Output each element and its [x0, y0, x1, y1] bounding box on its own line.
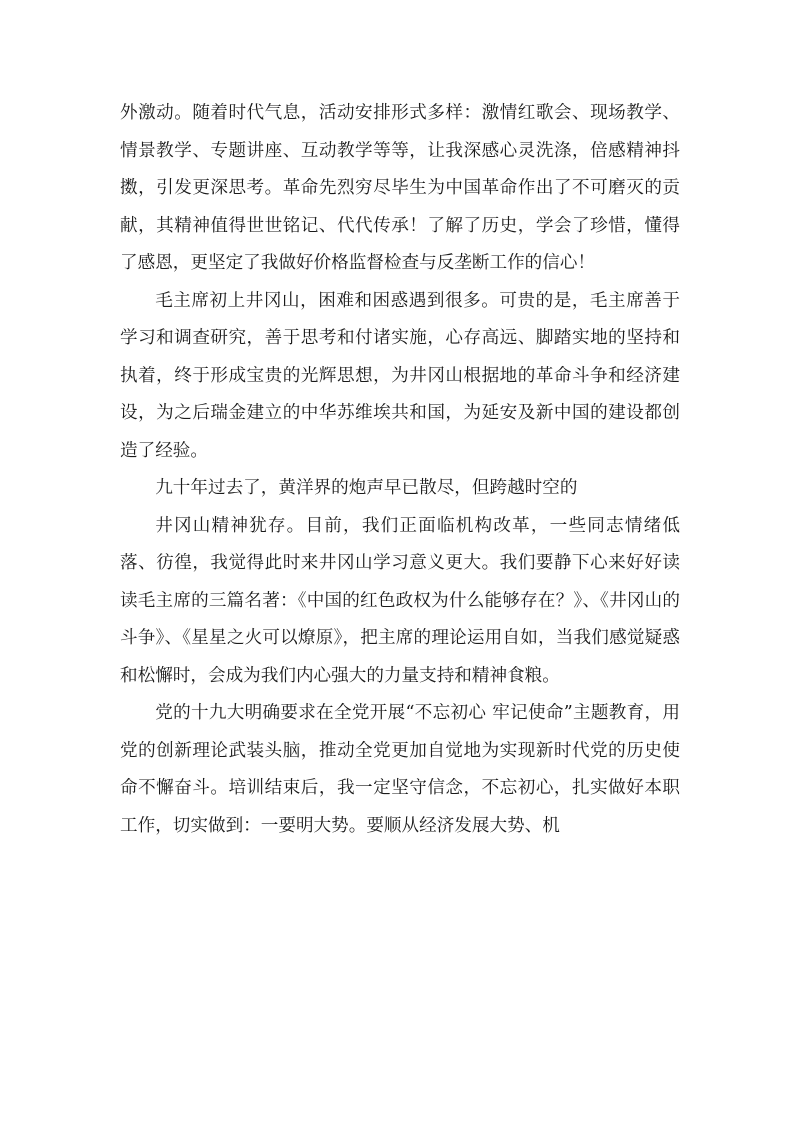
- paragraph-1: 外激动。随着时代气息，活动安排形式多样：激情红歌会、现场教学、情景教学、专题讲座、互动教学等等，让我深感心灵洗涤，倍感精神抖擞，引发更深思考。革命先烈穷尽毕生为中国革命作出了不可磨灭的贡献，其精神值得世世铭记、代代传承！了解了历史，学会了珍惜，懂得了感恩，更坚定了我做好价格监督检查与反垄断工作的信心！: [120, 103, 680, 273]
- paragraph-4: 井冈山精神犹存。目前，我们正面临机构改革，一些同志情绪低落、彷徨，我觉得此时来井冈山学习意义更大。我们要静下心来好好读读毛主席的三篇名著：《中国的红色政权为什么能够存在？》、《井冈山的斗争》、《星星之火可以燎原》，把主席的理论运用自如，当我们感觉疑惑和松懈时，会成为我们内心强大的力量支持和精神食粮。: [120, 515, 680, 686]
- paragraph-2: 毛主席初上井冈山，困难和困惑遇到很多。可贵的是，毛主席善于学习和调查研究，善于思考和付诸实施，心存高远、脚踏实地的坚持和执着，终于形成宝贵的光辉思想，为井冈山根据地的革命斗争和经济建设，为之后瑞金建立的中华苏维埃共和国，为延安及新中国的建设都创造了经验。: [120, 290, 680, 461]
- paragraph-3: 九十年过去了，黄洋界的炮声早已散尽，但跨越时空的: [155, 478, 578, 498]
- paragraph-5: 党的十九大明确要求在全党开展“不忘初心 牢记使命”主题教育，用党的创新理论武装头脑，推动全党更加自觉地为实现新时代党的历史使命不懈奋斗。培训结束后，我一定坚守信念，不忘初心，扎实做好本职工作，切实做到：一要明大势。要顺从经济发展大势、机: [120, 703, 680, 836]
- document-body: [120, 95, 680, 845]
